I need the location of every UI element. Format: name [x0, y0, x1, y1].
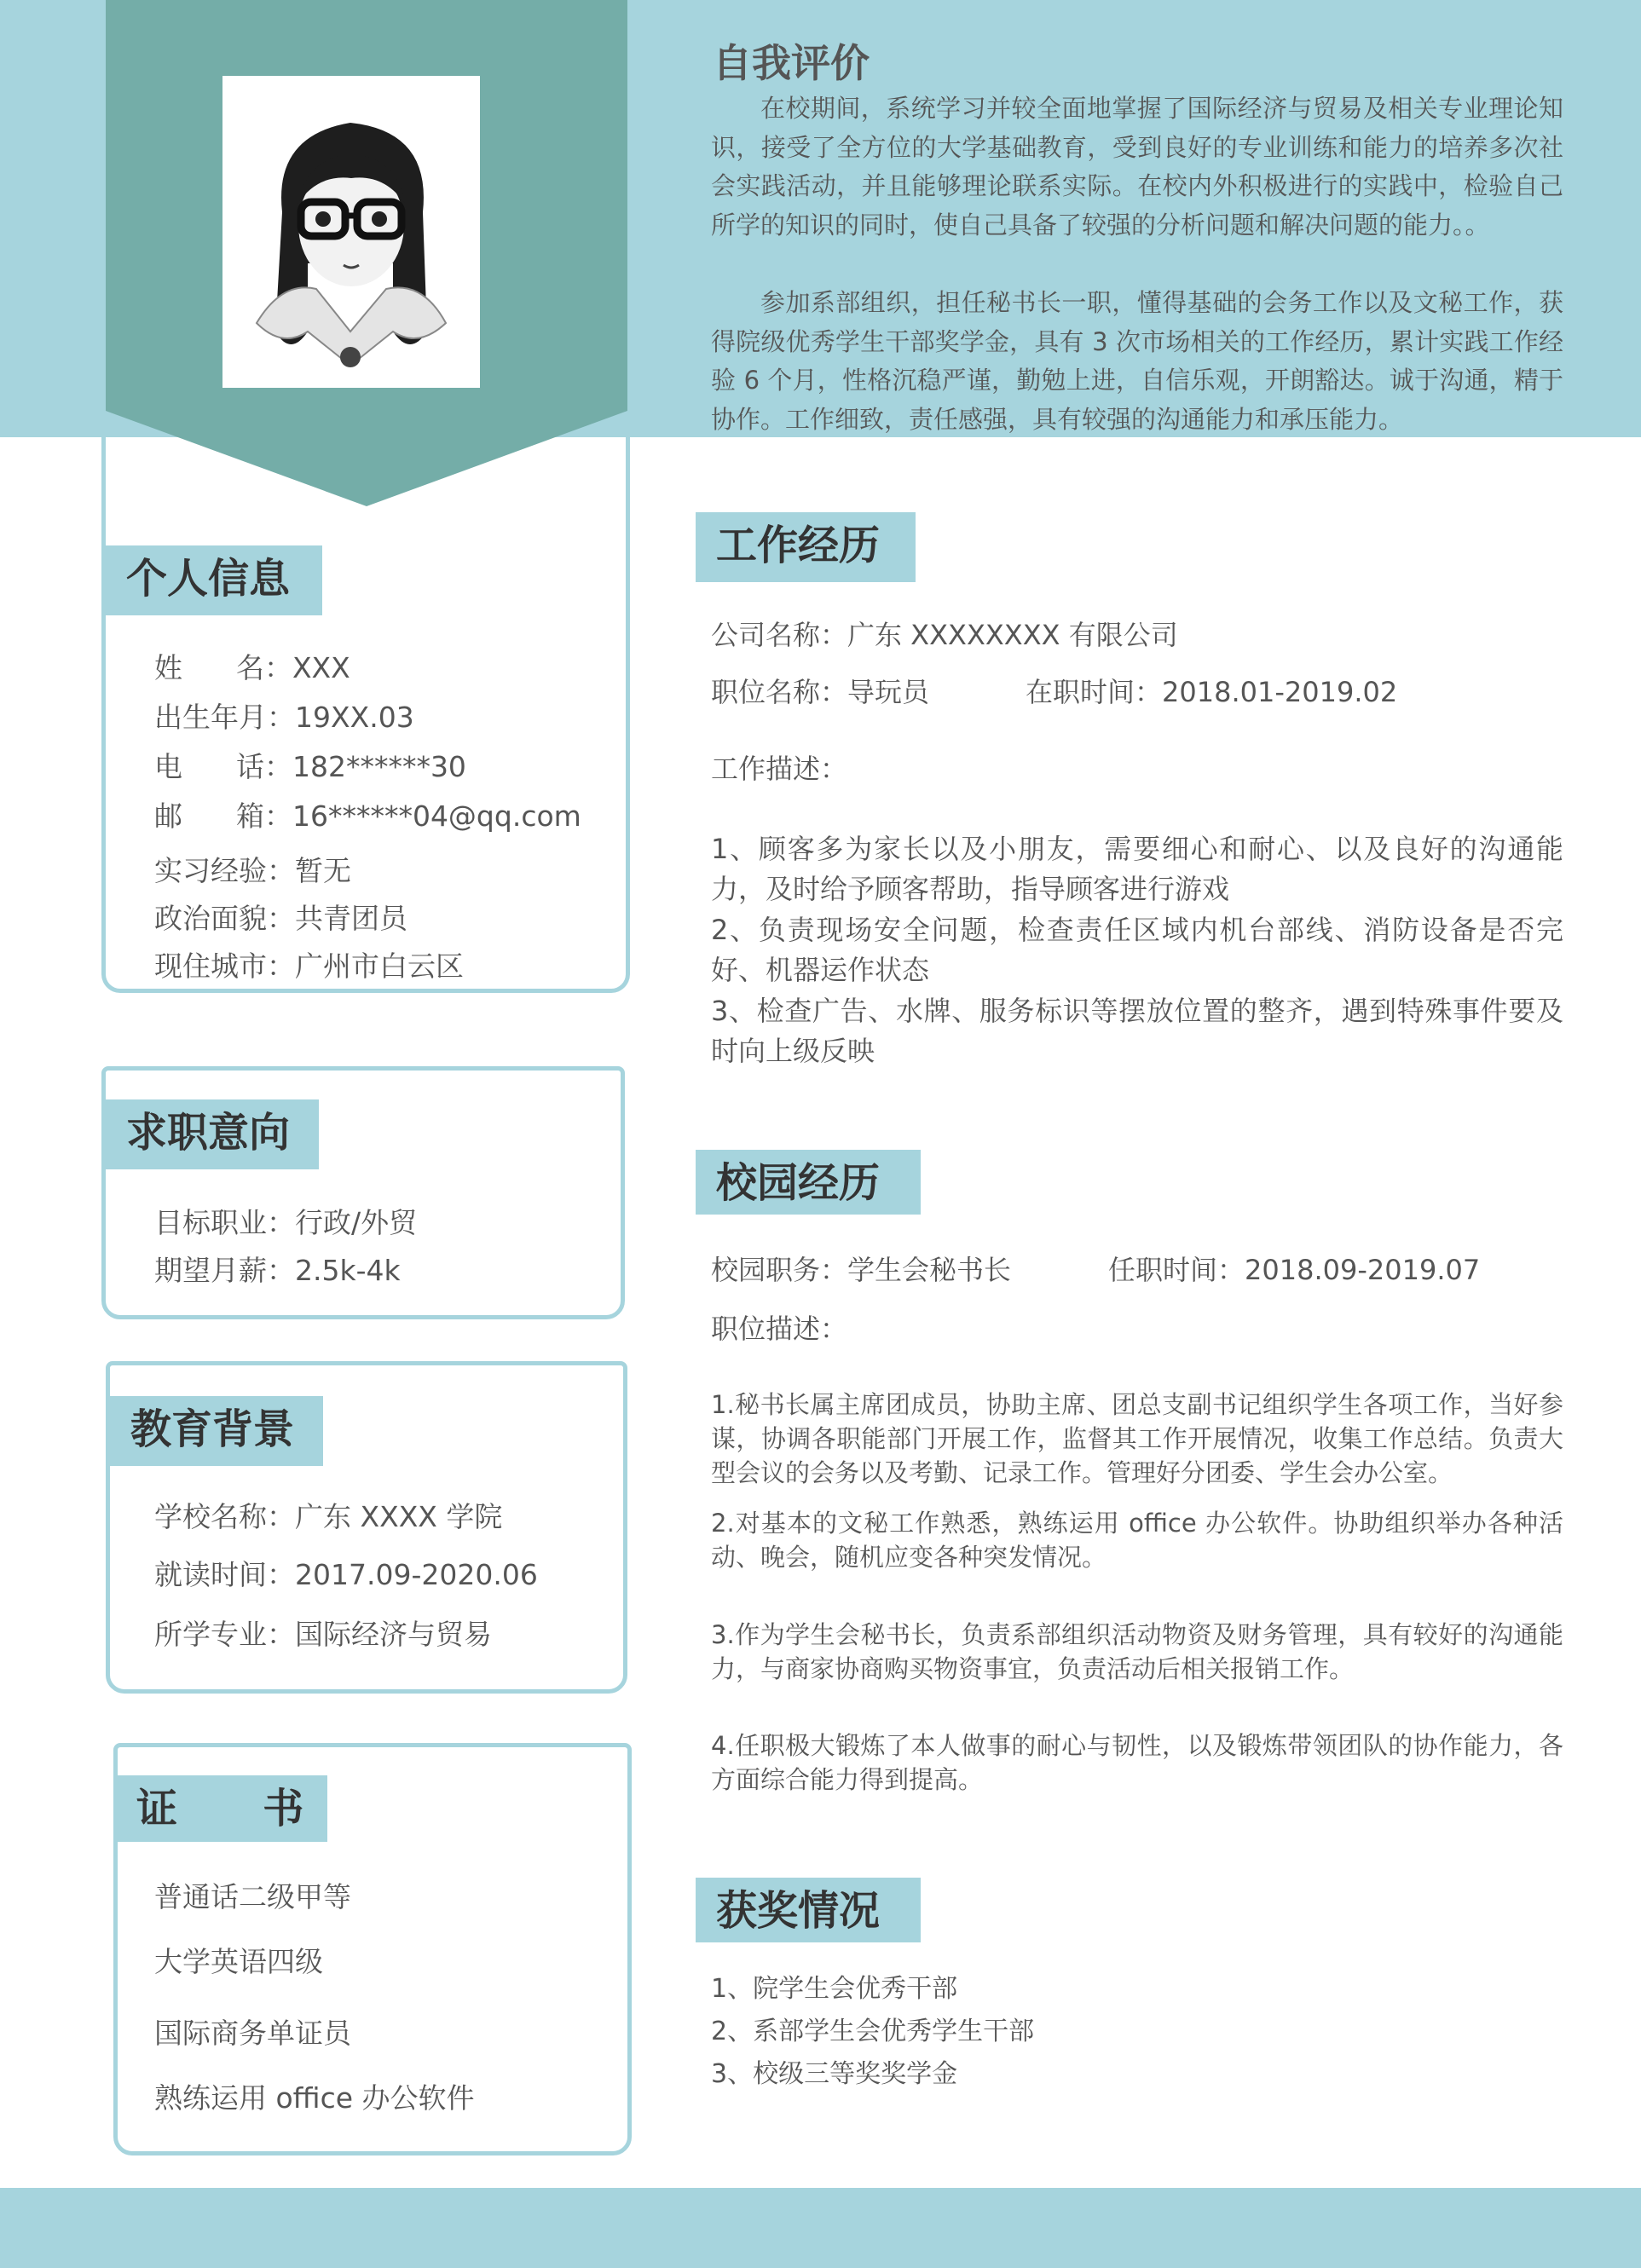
campus-desc-item: 4.任职极大锻炼了本人做事的耐心与韧性，以及锻炼带领团队的协作能力，各方面综合能力得到提高。 [711, 1731, 1563, 1794]
footer-band [0, 2188, 1641, 2268]
campus-desc-label: 职位描述： [711, 1313, 848, 1345]
edu-row-major: 所学专业：国际经济与贸易 [154, 1618, 492, 1651]
award-item: 2、系部学生会优秀学生干部 [711, 2017, 1035, 2046]
info-row-name: 姓 名：XXX [154, 651, 350, 684]
certificates-heading: 证 书 [116, 1775, 327, 1842]
info-row-phone: 电 话：182******30 [154, 750, 466, 783]
edu-row-school: 学校名称：广东 XXXX 学院 [154, 1500, 503, 1533]
intent-row-target: 目标职业：行政/外贸 [154, 1206, 418, 1239]
cert-item: 熟练运用 office 办公软件 [154, 2081, 475, 2115]
info-row-internship: 实习经验：暂无 [154, 854, 351, 887]
campus-period: 任职时间：2018.09-2019.07 [1108, 1254, 1481, 1286]
edu-row-period: 就读时间：2017.09-2020.06 [154, 1558, 538, 1591]
awards-heading: 获奖情况 [696, 1878, 921, 1942]
info-row-email: 邮 箱：16******04@qq.com [154, 799, 581, 833]
campus-desc-item: 1.秘书长属主席团成员，协助主席、团总支副书记组织学生各项工作，当好参谋，协调各职能部门开展工作，监督其工作开展情况，收集工作总结。负责大型会议的会务以及考勤、记录工作。管理好分团委、学生会办公室。 [711, 1390, 1563, 1487]
work-company: 公司名称：广东 XXXXXXXX 有限公司 [711, 619, 1178, 651]
cert-item: 大学英语四级 [154, 1945, 323, 1978]
work-heading: 工作经历 [696, 512, 916, 582]
info-row-birth: 出生年月：19XX.03 [154, 701, 414, 734]
personal-info-heading: 个人信息 [106, 545, 322, 615]
work-desc-item: 2、负责现场安全问题，检查责任区域内机台部线、消防设备是否完好、机器运作状态 [711, 914, 1563, 986]
work-desc-item: 1、顾客多为家长以及小朋友，需要细心和耐心、以及良好的沟通能力，及时给予顾客帮助，指导顾客进行游戏 [711, 833, 1563, 905]
award-item: 3、校级三等奖奖学金 [711, 2059, 958, 2089]
work-desc-label: 工作描述： [711, 753, 848, 785]
cert-item: 国际商务单证员 [154, 2017, 351, 2050]
self-eval-heading: 自我评价 [713, 40, 870, 86]
avatar [222, 76, 480, 388]
info-row-political: 政治面貌：共青团员 [154, 902, 407, 935]
self-eval-paragraph: 参加系部组织，担任秘书长一职，懂得基础的会务工作以及文秘工作，获得院级优秀学生干部奖学金，具有 3 次市场相关的工作经历，累计实践工作经验 6 个月，性格沉稳严谨，勤勉上进，自信乐观，开朗豁达。诚于沟通，精于协作。工作细致，责任感强，具有较强的沟通能力和承压能力。 [711, 288, 1563, 434]
cert-item: 普通话二级甲等 [154, 1880, 351, 1913]
intent-row-salary: 期望月薪：2.5k-4k [154, 1254, 401, 1287]
campus-desc-item: 3.作为学生会秘书长，负责系部组织活动物资及财务管理，具有较好的沟通能力，与商家协商购买物资事宜，负责活动后相关报销工作。 [711, 1620, 1563, 1683]
info-row-city: 现住城市：广州市白云区 [154, 949, 464, 983]
work-desc-item: 3、检查广告、水牌、服务标识等摆放位置的整齐，遇到特殊事件要及时向上级反映 [711, 995, 1563, 1067]
job-intent-heading: 求职意向 [106, 1099, 319, 1169]
campus-role: 校园职务：学生会秘书长 [711, 1254, 1012, 1286]
campus-heading: 校园经历 [696, 1150, 921, 1215]
award-item: 1、院学生会优秀干部 [711, 1974, 958, 2004]
work-period: 在职时间：2018.01-2019.02 [1026, 676, 1398, 708]
education-heading: 教育背景 [110, 1396, 323, 1466]
self-eval-paragraph: 在校期间，系统学习并较全面地掌握了国际经济与贸易及相关专业理论知识，接受了全方位的大学基础教育，受到良好的专业训练和能力的培养多次社会实践活动，并且能够理论联系实际。在校内外积极进行的实践中，检验自己所学的知识的同时，使自己具备了较强的分析问题和解决问题的能力。。 [711, 94, 1563, 239]
work-position: 职位名称：导玩员 [711, 676, 930, 708]
campus-desc-item: 2.对基本的文秘工作熟悉，熟练运用 office 办公软件。协助组织举办各种活动、晚会，随机应变各种突发情况。 [711, 1509, 1563, 1572]
